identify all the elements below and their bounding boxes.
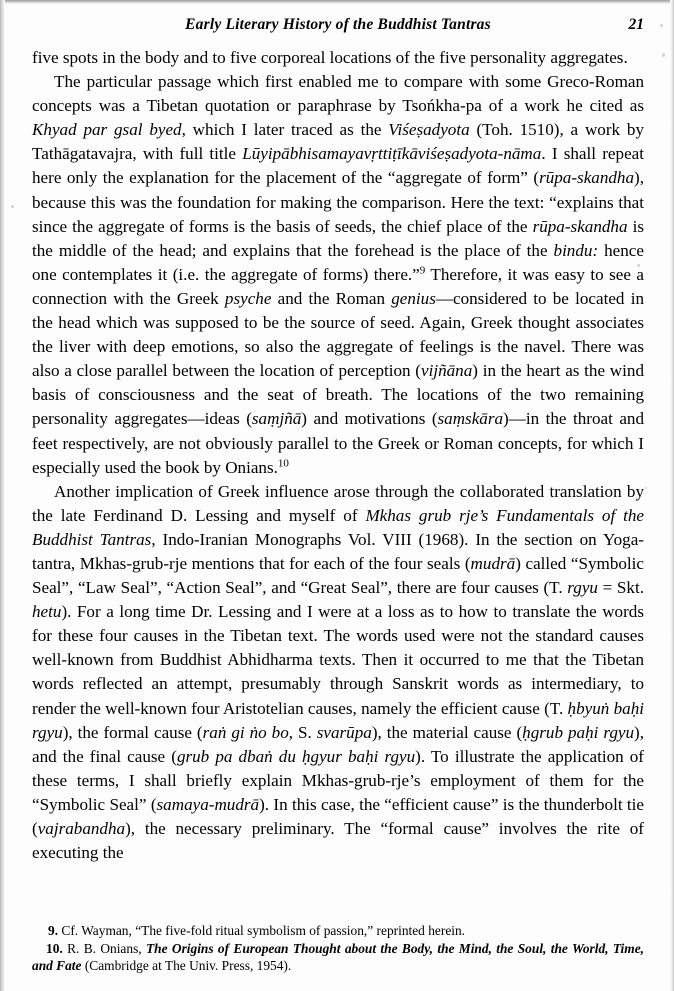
italic-run: rūpa-skandha (532, 216, 628, 236)
italic-run: samaya-mudrā (156, 794, 260, 814)
italic-run: genius (391, 288, 436, 308)
scan-edge-left (0, 0, 5, 991)
footnote-entry (32, 940, 644, 975)
scan-speck (662, 53, 665, 57)
footnotes-section (32, 922, 644, 975)
italic-run: bindu: (553, 240, 599, 260)
text-run: ) in the heart as the wind basis of consciousness and the seat of breath. The locations of the two remaining personality aggregates—ideas ( (32, 361, 644, 429)
text-run: ), the formal cause ( (62, 722, 203, 742)
footnote-marker: 10 (277, 456, 289, 469)
text-run: (Toh. 1510), a work by Tathāgatavajra, with full title (32, 120, 644, 164)
text-run: The particular passage which first enabled me to compare with some Greco-Roman concepts was a Tibetan quotation or paraphrase by Tsońkha-pa of a work he cited as (32, 72, 644, 116)
text-run: ). For a long time Dr. Lessing and I were at a loss as to how to translate the words for these four causes in the Tibetan text. The words used were not the standard causes well-known from Buddhist Abhidharma texts. Then it occurred to me that the Tibetan words reflected an attempt, presumably through Sanskrit words as intermediary, to render the well-known four Aristotelian causes, namely the efficient cause (T. (32, 602, 644, 718)
italic-run: hetu (32, 602, 62, 622)
text-run: = Skt. (597, 578, 644, 598)
text-run: )—in the throat and feet respectively, are not obviously parallel to the Greek or Roman concepts, for which I especially used the book by Onians. (32, 409, 644, 477)
bold-run: 10. (46, 940, 63, 956)
text-run: ) and motivations ( (301, 409, 438, 429)
scan-speck (645, 487, 647, 489)
footnote-entry (32, 922, 644, 940)
text-run: ). In this case, the “efficient cause” is the thunderbolt tie ( (32, 794, 644, 838)
italic-run: grub pa dbaṅ du ḥgyur baḥi rgyu (176, 746, 416, 766)
body-text (32, 46, 644, 865)
scan-speck (660, 24, 663, 27)
text-run: is the middle of the head; and explains that the forehead is the place of the (32, 216, 644, 260)
scan-edge-right (670, 0, 674, 991)
text-run: ), the necessary preliminary. The “formal cause” involves the rite of executing the (32, 819, 644, 863)
text-run: five spots in the body and to five corporeal locations of the five personality aggregates. (32, 48, 628, 67)
italic-run: Viśeṣadyota (388, 120, 470, 140)
text-run: hence one contemplates it (i.e. the aggregate of forms) there.” (32, 240, 644, 284)
scan-edge-top (0, 0, 674, 4)
text-run: , S. (288, 722, 317, 742)
body-paragraph (32, 46, 644, 70)
italic-run: Lūyipābhisamayavṛttiṭīkāviśeṣadyota-nāma (242, 144, 542, 164)
italic-run: mudrā (470, 553, 516, 573)
italic-run: Mkhas grub rje’s Fundamentals of the Buddhist Tantras (32, 505, 644, 549)
italic-run: rgyu (567, 578, 598, 598)
text-run: , which I later traced as the (181, 120, 389, 140)
text-run: , Indo-Iranian Monographs Vol. VIII (1968). In the section on Yoga-tantra, Mkhas-grub-rje mentions that for each of the four seals ( (32, 529, 645, 573)
italic-run: vajrabandha (37, 819, 126, 838)
text-run: Another implication of Greek influence arose through the collaborated translation by the late Ferdinand D. Lessing and myself of (32, 481, 644, 525)
text-run: ), because this was the foundation for making the comparison. Here the text: “explains that since the aggregate of forms is the basis of seeds, the chief place of the (32, 168, 644, 236)
footnote-marker: 9 (419, 264, 426, 277)
bold-run: 9. (48, 923, 59, 938)
running-header (32, 16, 644, 34)
running-header-title: Early Literary History of the Buddhist Tantras (185, 16, 491, 33)
italic-run: svarūpa (316, 722, 372, 742)
text-run: Cf. Wayman, “The five-fold ritual symbolism of passion,” reprinted herein. (58, 923, 466, 938)
body-paragraph (32, 480, 644, 866)
text-run: . I shall repeat here only the explanation for the placement of the “aggregate of form” ( (32, 144, 644, 188)
italic-run: saṃjñā (251, 409, 302, 429)
text-run: and the Roman (271, 288, 392, 308)
text-run: R. B. Onians, (62, 940, 146, 956)
text-run: ), and the final cause ( (32, 722, 644, 766)
italic-run: raṅ gi ṅo bo (202, 722, 289, 742)
italic-run: psyche (224, 288, 272, 308)
italic-run: ḥgrub paḥi rgyu (522, 722, 635, 742)
bold-italic-run: The Origins of European Thought about the Body, the Mind, the Soul, the World, Time, and Fate (32, 940, 644, 974)
page-number: 21 (628, 16, 644, 33)
italic-run: saṃskāra (437, 409, 504, 429)
text-run: ), the material cause ( (371, 722, 523, 742)
text-run: (Cambridge at The Univ. Press, 1954). (81, 958, 292, 974)
italic-run: Khyad par gsal byed (32, 120, 182, 140)
text-run: Therefore, it was easy to see a connection with the Greek (32, 264, 645, 308)
text-run: ) called “Symbolic Seal”, “Law Seal”, “Action Seal”, and “Great Seal”, there are four causes (T. (32, 553, 645, 598)
body-paragraph (32, 70, 644, 480)
italic-run: ḥbyuṅ baḥi rgyu (32, 698, 644, 742)
text-run: ). To illustrate the application of these terms, I shall briefly explain Mkhas-grub-rje’s employment of them for the “Symbolic Seal” ( (32, 746, 644, 814)
scan-speck (11, 205, 14, 208)
italic-run: rūpa-skandha (539, 168, 635, 188)
text-run: —considered to be located in the head which was supposed to be the source of seed. Again, Greek thought associates the liver with deep emotions, so also the aggregate of feelings is the navel. There was also a close parallel between the location of perception ( (32, 288, 644, 381)
italic-run: vijñāna (421, 361, 473, 381)
